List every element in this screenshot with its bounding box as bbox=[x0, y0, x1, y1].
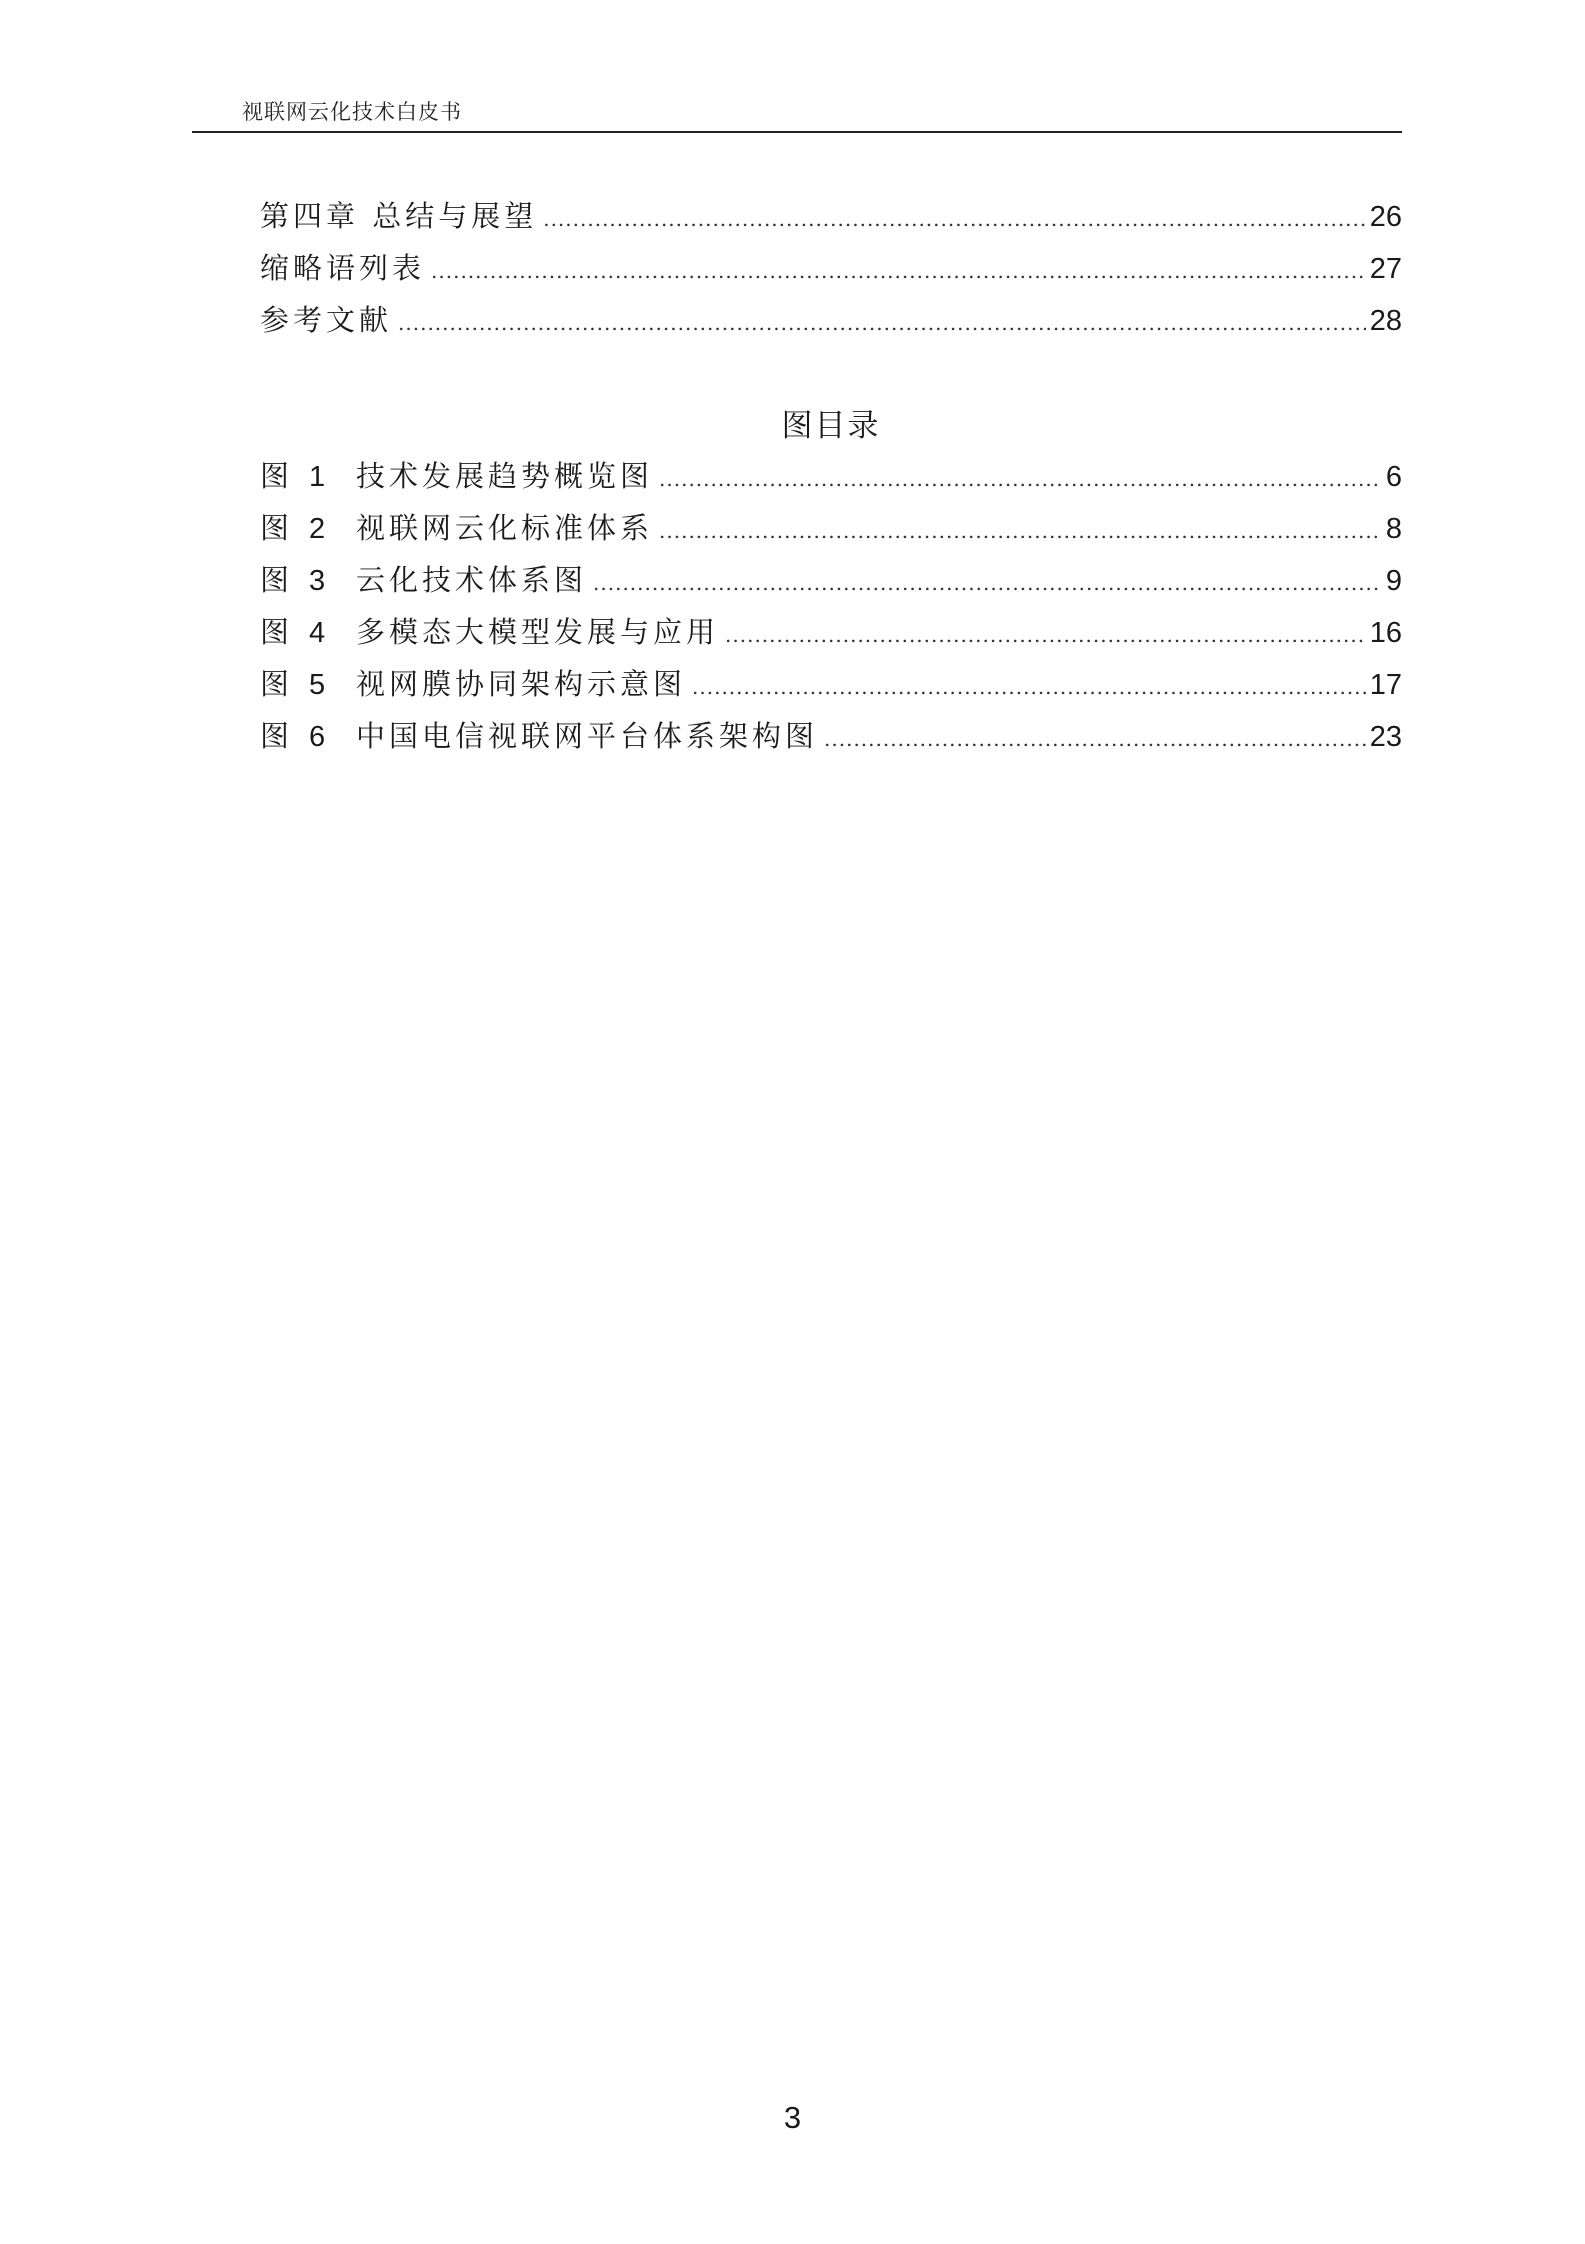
toc-leader-dots bbox=[659, 453, 1382, 505]
figure-title: 技术发展趋势概览图 bbox=[356, 459, 654, 493]
figure-prefix: 图 bbox=[260, 511, 290, 545]
figures-list-title: 图目录 bbox=[781, 408, 881, 444]
figure-entry-3[interactable] bbox=[260, 554, 1402, 606]
figure-entry-label bbox=[260, 606, 719, 659]
figure-entry-5[interactable] bbox=[260, 658, 1402, 710]
toc-entry-label: 缩略语列表 bbox=[260, 251, 426, 285]
figure-entry-page: 8 bbox=[1385, 513, 1402, 545]
table-of-contents bbox=[260, 190, 1402, 346]
figure-prefix: 图 bbox=[260, 563, 290, 597]
figure-entry-page: 23 bbox=[1369, 721, 1402, 753]
figure-entry-1[interactable] bbox=[260, 450, 1402, 502]
toc-entry-page: 28 bbox=[1369, 305, 1402, 337]
toc-entry-abbreviations[interactable] bbox=[260, 242, 1402, 294]
figure-number: 1 bbox=[309, 461, 326, 493]
figure-entry-page: 17 bbox=[1369, 669, 1402, 701]
toc-leader-dots bbox=[398, 297, 1366, 349]
toc-leader-dots bbox=[593, 557, 1382, 609]
figure-title: 云化技术体系图 bbox=[356, 563, 588, 597]
page-number: 3 bbox=[783, 2100, 802, 2135]
figure-prefix: 图 bbox=[260, 719, 290, 753]
figure-title: 多模态大模型发展与应用 bbox=[356, 615, 720, 649]
figure-number: 3 bbox=[309, 565, 326, 597]
figures-list bbox=[260, 450, 1402, 762]
figure-title: 视网膜协同架构示意图 bbox=[356, 667, 687, 701]
figure-title: 中国电信视联网平台体系架构图 bbox=[356, 719, 819, 753]
toc-entry-label: 参考文献 bbox=[260, 303, 393, 337]
toc-leader-dots bbox=[824, 713, 1366, 765]
figure-entry-label bbox=[260, 710, 818, 763]
figure-entry-6[interactable] bbox=[260, 710, 1402, 762]
figure-entry-page: 16 bbox=[1369, 617, 1402, 649]
figure-entry-label bbox=[260, 450, 653, 503]
figure-number: 2 bbox=[309, 513, 326, 545]
toc-entry-page: 26 bbox=[1369, 201, 1402, 233]
toc-leader-dots bbox=[725, 609, 1366, 661]
figure-number: 6 bbox=[309, 721, 326, 753]
figure-prefix: 图 bbox=[260, 667, 290, 701]
figure-title: 视联网云化标准体系 bbox=[356, 511, 654, 545]
toc-entry-label: 第四章 总结与展望 bbox=[260, 199, 538, 233]
toc-entry-chapter-4[interactable] bbox=[260, 190, 1402, 242]
toc-entry-page: 27 bbox=[1369, 253, 1402, 285]
toc-leader-dots bbox=[543, 193, 1366, 245]
toc-leader-dots bbox=[659, 505, 1382, 557]
figure-entry-page: 9 bbox=[1385, 565, 1402, 597]
toc-leader-dots bbox=[692, 661, 1366, 713]
figure-entry-4[interactable] bbox=[260, 606, 1402, 658]
figure-prefix: 图 bbox=[260, 459, 290, 493]
figure-entry-page: 6 bbox=[1385, 461, 1402, 493]
toc-leader-dots bbox=[431, 245, 1366, 297]
figure-entry-label bbox=[260, 502, 653, 555]
figure-number: 4 bbox=[309, 617, 326, 649]
figure-prefix: 图 bbox=[260, 615, 290, 649]
figure-entry-2[interactable] bbox=[260, 502, 1402, 554]
figure-entry-label bbox=[260, 658, 686, 711]
figure-entry-label bbox=[260, 554, 587, 607]
toc-entry-references[interactable] bbox=[260, 294, 1402, 346]
figure-number: 5 bbox=[309, 669, 326, 701]
page-header bbox=[192, 0, 1402, 133]
header-title: 视联网云化技术白皮书 bbox=[242, 100, 462, 124]
